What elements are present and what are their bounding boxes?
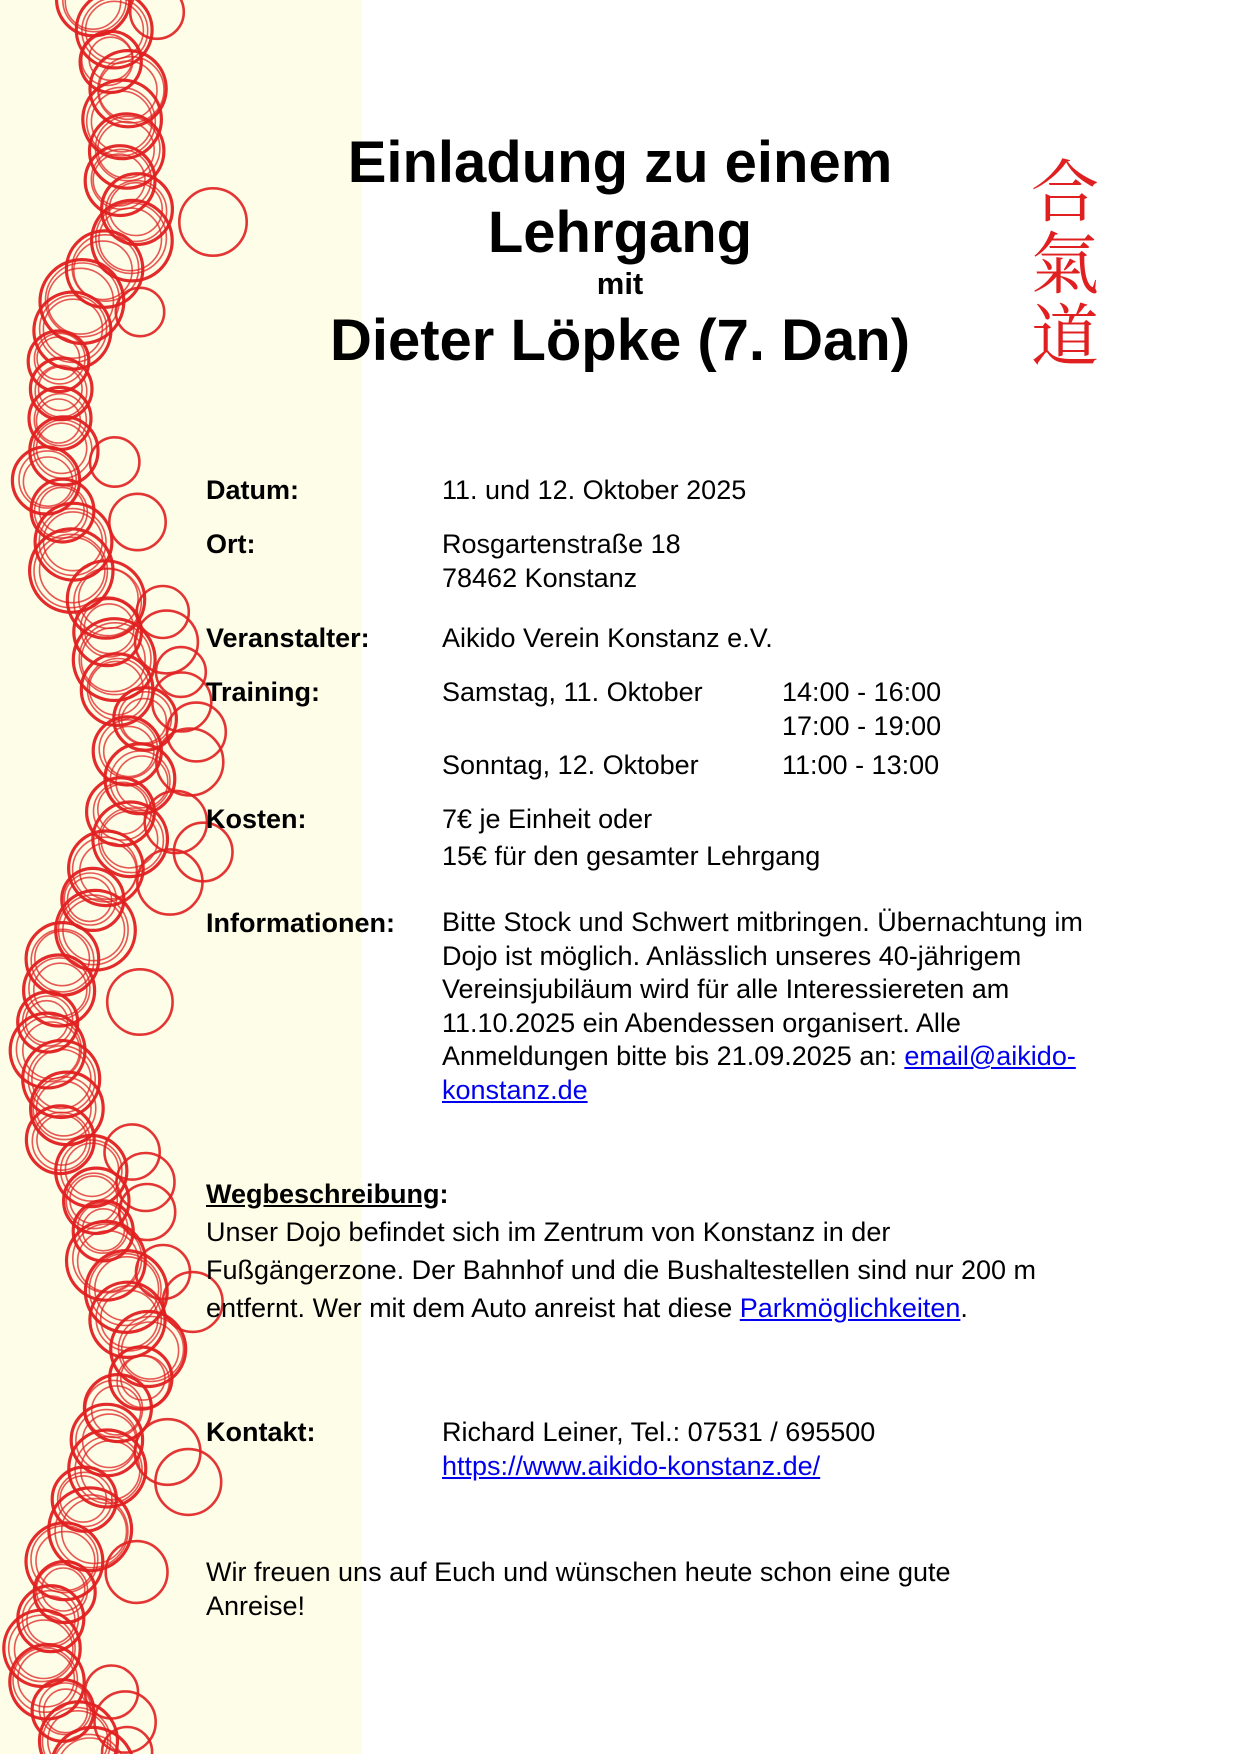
title-line-4: Dieter Löpke (7. Dan) xyxy=(329,308,911,373)
organizer-value: Aikido Verein Konstanz e.V. xyxy=(442,623,773,653)
training-label: Training: xyxy=(206,677,320,707)
place-city: 78462 Konstanz xyxy=(442,563,638,593)
ring xyxy=(43,299,102,358)
info-label: Informationen: xyxy=(206,908,395,938)
ring xyxy=(51,1727,134,1754)
training-time: 14:00 - 16:00 xyxy=(782,677,942,707)
ring xyxy=(101,1290,158,1347)
date-label: Datum: xyxy=(206,475,299,505)
place-label: Ort: xyxy=(206,529,256,559)
directions-body: Unser Dojo befindet sich im Zentrum von Konstanz in der Fußgängerzone. Der Bahnhof und die Bushaltestellen sind nur 200 m entfernt. Wer mit dem Auto anreist hat diese xyxy=(206,1217,1037,1323)
ring xyxy=(179,188,246,255)
organizer-label: Veranstalter: xyxy=(206,623,370,653)
directions-heading xyxy=(206,1175,1086,1213)
title-line-2: Lehrgang xyxy=(487,200,753,265)
website-link[interactable]: https://www.aikido-konstanz.de/ xyxy=(442,1451,821,1481)
title-line-3: mit xyxy=(596,266,644,301)
kanji-char-3: 道 xyxy=(1030,298,1100,370)
kanji-char-2: 氣 xyxy=(1030,226,1100,305)
training-day-sunday: Sonntag, 12. Oktober xyxy=(442,750,699,780)
costs-line-2: 15€ für den gesamter Lehrgang xyxy=(442,841,821,871)
place-street: Rosgartenstraße 18 xyxy=(442,529,681,559)
directions-colon: : xyxy=(439,1179,449,1209)
ring xyxy=(155,1449,221,1515)
costs-line-1: 7€ je Einheit oder xyxy=(442,804,653,834)
info-body: Bitte Stock und Schwert mitbringen. Übernachtung im Dojo ist möglich. Anlässlich unseres 40-jährigem Vereinsjubiläum wird für alle Interessiereten am 11.10.2025 ein Abendessen organisert. Alle Anmeldungen bitte bis 21.09.2025 an: xyxy=(442,907,1083,1071)
training-time: 17:00 - 19:00 xyxy=(782,711,942,741)
date-value: 11. und 12. Oktober 2025 xyxy=(442,475,747,505)
contact-label: Kontakt: xyxy=(206,1417,316,1447)
email-link[interactable]: email@aikido-konstanz.de xyxy=(442,1041,1076,1105)
ring xyxy=(156,729,223,796)
ring xyxy=(106,1541,168,1603)
directions-text xyxy=(206,1213,1086,1327)
kanji-char-1: 合 xyxy=(1030,154,1100,233)
parking-link[interactable]: Parkmöglichkeiten xyxy=(739,1293,961,1323)
ring xyxy=(107,969,172,1034)
ring xyxy=(109,494,165,550)
training-time: 11:00 - 13:00 xyxy=(782,750,940,780)
info-text xyxy=(442,906,1132,1107)
aikido-kanji-logo xyxy=(1010,150,1120,370)
ring xyxy=(130,0,184,39)
ring xyxy=(31,1526,98,1593)
closing-text: Wir freuen uns auf Euch und wünschen heute schon eine gute Anreise! xyxy=(206,1557,951,1621)
directions-end: . xyxy=(960,1293,968,1323)
ring xyxy=(137,849,202,914)
directions-heading-text: Wegbeschreibung xyxy=(206,1179,440,1209)
contact-line: Richard Leiner, Tel.: 07531 / 695500 xyxy=(442,1417,876,1447)
title-line-1: Einladung zu einem xyxy=(347,130,893,195)
training-day-saturday: Samstag, 11. Oktober xyxy=(442,677,703,707)
costs-label: Kosten: xyxy=(206,804,307,834)
